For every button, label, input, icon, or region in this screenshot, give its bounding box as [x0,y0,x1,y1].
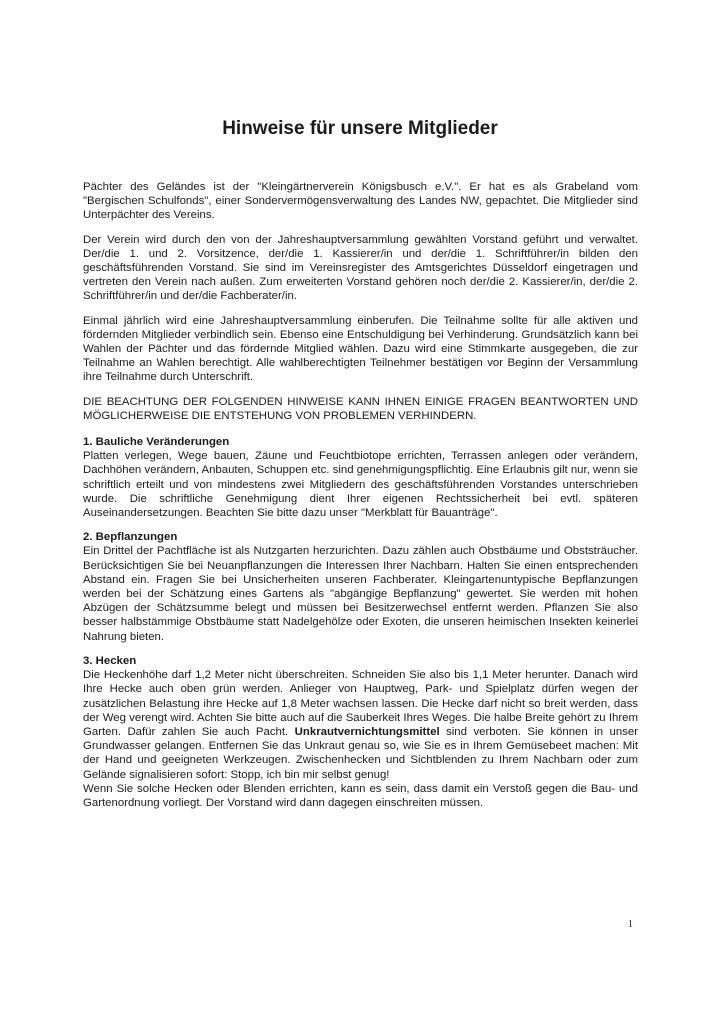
bold-term: Unkrautvernichtungsmittel [294,725,440,738]
section-body-text: sind verboten. Sie können in unser Grundwasser gelangen. Entfernen Sie das Unkraut genau so, wie Sie es in Ihrem Gemüsebeet machen: Mit der Hand und geeigneten Werkzeugen. Zwischenhecken und Sichtblenden zu Ihrem Nachbarn oder zum Gelände signalisieren sofort: Stopp, ich bin mir selbst genug! [83,725,638,781]
intro-paragraph-ownership: Pächter des Geländes ist der "Kleingärtnerverein Königsbusch e.V.". Er hat es als Grabeland vom "Bergischen Schulfonds", einer Sondervermögensverwaltung des Landes NW, gepachtet. Die Mitglieder sind Unterpächter des Vereins. [83,181,638,222]
page-title: Hinweise für unsere Mitglieder [222,118,498,139]
intro-paragraph-assembly: Einmal jährlich wird eine Jahreshauptversammlung einberufen. Die Teilnahme sollte für alle aktiven und fördernden Mitglieder verbindlich sein. Ebenso eine Entschuldigung bei Verhinderung. Grundsätzlich kann bei Wahlen der Pächter und das fördernde Mitglied wählen. Dazu wird eine Stimmkarte ausgegeben, die zur Teilnahme an Wahlen berechtigt. Alle wahlberechtigten Teilnehmer bestätigen vor Beginn der Versammlung ihre Teilnahme durch Unterschrift. [83,314,638,384]
section-construction [83,435,638,520]
section-body-closing: Wenn Sie solche Hecken oder Blenden errichten, kann es sein, dass damit ein Verstoß gegen die Bau- und Gartenordnung vorliegt. Der Vorstand wird dann dagegen einschreiten müssen. [83,782,638,809]
section-heading: 1. Bauliche Veränderungen [83,436,230,449]
intro-paragraph-board: Der Verein wird durch den von der Jahreshauptversammlung gewählten Vorstand geführt und verwaltet. Der/die 1. und 2. Vorsitzence, der/die 1. Kassierer/in und der/die 1. Schriftführer/in bilden den geschäftsführenden Vorstand. Sie sind im Vereinsregister des Amtsgerichtes Düsseldorf eingetragen und vertreten den Verein nach außen. Zum erweiterten Vorstand gehören noch der/die 2. Kassierer/in, der/die 2. Schriftführer/in und der/die Fachberater/in. [83,233,638,303]
section-body [83,668,638,782]
section-body: Ein Drittel der Pachtfläche ist als Nutzgarten herzurichten. Dazu zählen auch Obstbäume und Obststräucher. Berücksichtigen Sie bei Neuanpflanzungen die Interessen Ihrer Nachbarn. Halten Sie einen entsprechenden Abstand ein. Fragen Sie bei Unsicherheiten unseren Fachberater. Kleingartenuntypische Bepflanzungen werden bei der Schätzung eines Gartens als "abgängige Bepflanzung" gewertet. Sie werden mit hohen Abzügen der Schätzsumme belegt und müssen bei Besitzerwechsel entfernt werden. Pflanzen Sie also besser halbstämmige Obstbäume statt Nadelgehölze oder Exoten, die unseren heimischen Insekten keinerlei Nahrung bieten. [83,545,638,643]
document-body [83,180,638,820]
section-heading: 2. Bepflanzungen [83,531,178,544]
notice-paragraph: DIE BEACHTUNG DER FOLGENDEN HINWEISE KANN IHNEN EINIGE FRAGEN BEANTWORTEN UND MÖGLICHERWEISE DIE ENTSTEHUNG VON PROBLEMEN VERHINDERN. [83,395,638,422]
section-body-text: Die Heckenhöhe darf 1,2 Meter nicht überschreiten. Schneiden Sie also bis 1,1 Meter herunter. Danach wird Ihre Hecke auch oben grün werden. Anlieger von Hauptweg, Park- und Spielplatz dürfen wegen der zusätzlichen Belastung ihre Hecke auf 1,8 Meter wachsen lassen. Die Hecke darf nicht so breit werden, dass der Weg verengt wird. Achten Sie bitte auch auf die Sauberkeit Ihres Weges. Die halbe Breite gehört zu Ihrem Garten. Dafür zahlen Sie auch Pacht. [83,669,638,738]
section-planting [83,530,638,644]
section-body: Platten verlegen, Wege bauen, Zäune und Feuchtbiotope errichten, Terrassen anlegen oder verändern, Dachhöhen verändern, Anbauten, Schuppen etc. sind genehmigungspflichtig. Eine Erlaubnis gilt nur, wenn sie schriftlich erteilt und von mindestens zwei Mitgliedern des geschäftsführenden Vorstandes unterschrieben wurde. Die schriftliche Genehmigung dient Ihrer eigenen Rechtssicherheit bei evtl. späteren Auseinandersetzungen. Beachten Sie bitte dazu unser "Merkblatt für Bauanträge". [83,450,638,520]
section-hedges [83,654,638,810]
section-heading: 3. Hecken [83,654,137,667]
page-number: 1 [628,919,633,930]
